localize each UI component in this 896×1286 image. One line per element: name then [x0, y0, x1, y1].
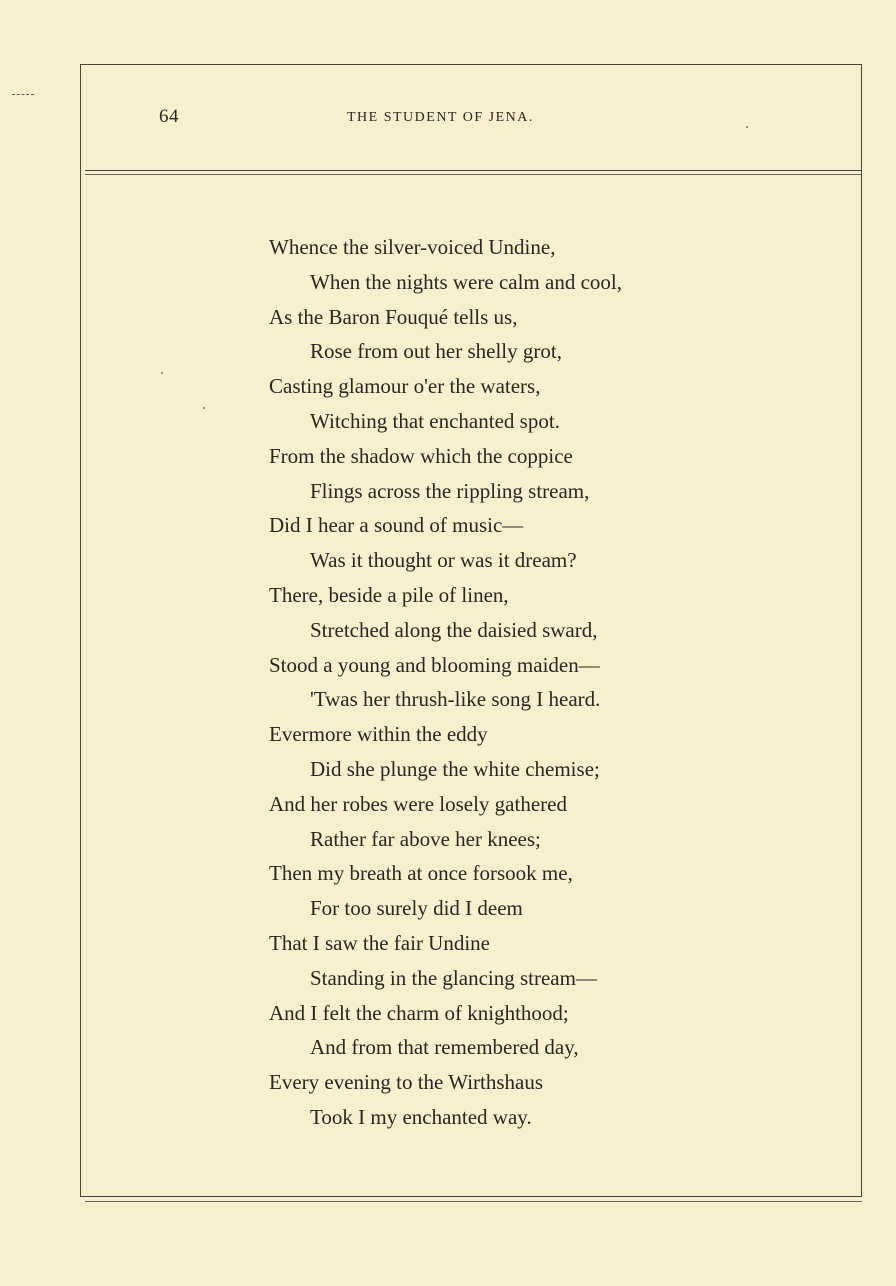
poem-line: Rose from out her shelly grot,	[310, 339, 562, 364]
poem-line: Whence the silver-voiced Undine,	[269, 235, 556, 259]
header-rule	[85, 170, 862, 171]
poem-line: For too surely did I deem	[310, 896, 523, 921]
poem-line: Took I my enchanted way.	[310, 1104, 532, 1129]
ink-speck	[203, 407, 205, 409]
poem-line: Evermore within the eddy	[269, 722, 488, 747]
poem-line: Every evening to the Wirthshaus	[269, 1070, 544, 1095]
page-number: 64	[159, 106, 179, 127]
poem-line: Witching that enchanted spot.	[310, 408, 560, 433]
poem-line: And from that remembered day,	[310, 1035, 579, 1060]
poem-line: That I saw the fair Undine	[269, 930, 491, 955]
poem-line: Casting glamour o'er the waters,	[269, 374, 541, 399]
poem-body	[269, 230, 829, 1135]
poem-line: And I felt the charm of knighthood;	[269, 1000, 569, 1025]
margin-mark	[12, 94, 34, 95]
poem-line: Did she plunge the white chemise;	[310, 756, 600, 781]
running-head: THE STUDENT OF JENA.	[347, 110, 534, 125]
poem-line: Did I hear a sound of music—	[269, 513, 524, 538]
poem-line: 'Twas her thrush-like song I heard.	[310, 687, 601, 712]
poem-line: Flings across the rippling stream,	[310, 478, 590, 503]
poem-line: Stretched along the daisied sward,	[310, 617, 598, 642]
header-rule-secondary	[85, 174, 862, 175]
ink-speck	[161, 372, 163, 374]
poem-line: And her robes were losely gathered	[269, 791, 567, 816]
poem-line: There, beside a pile of linen,	[269, 582, 509, 607]
poem-line: As the Baron Fouqué tells us,	[269, 304, 518, 329]
poem-line: From the shadow which the coppice	[269, 443, 573, 468]
poem-line: Was it thought or was it dream?	[310, 548, 577, 573]
poem-line: Then my breath at once forsook me,	[269, 861, 573, 886]
ink-speck	[746, 126, 748, 128]
poem-line: Standing in the glancing stream—	[310, 965, 597, 990]
poem-line: Stood a young and blooming maiden—	[269, 652, 600, 677]
bottom-rule	[85, 1201, 862, 1202]
poem-line: Rather far above her knees;	[310, 826, 541, 851]
poem-line: When the nights were calm and cool,	[310, 269, 622, 294]
